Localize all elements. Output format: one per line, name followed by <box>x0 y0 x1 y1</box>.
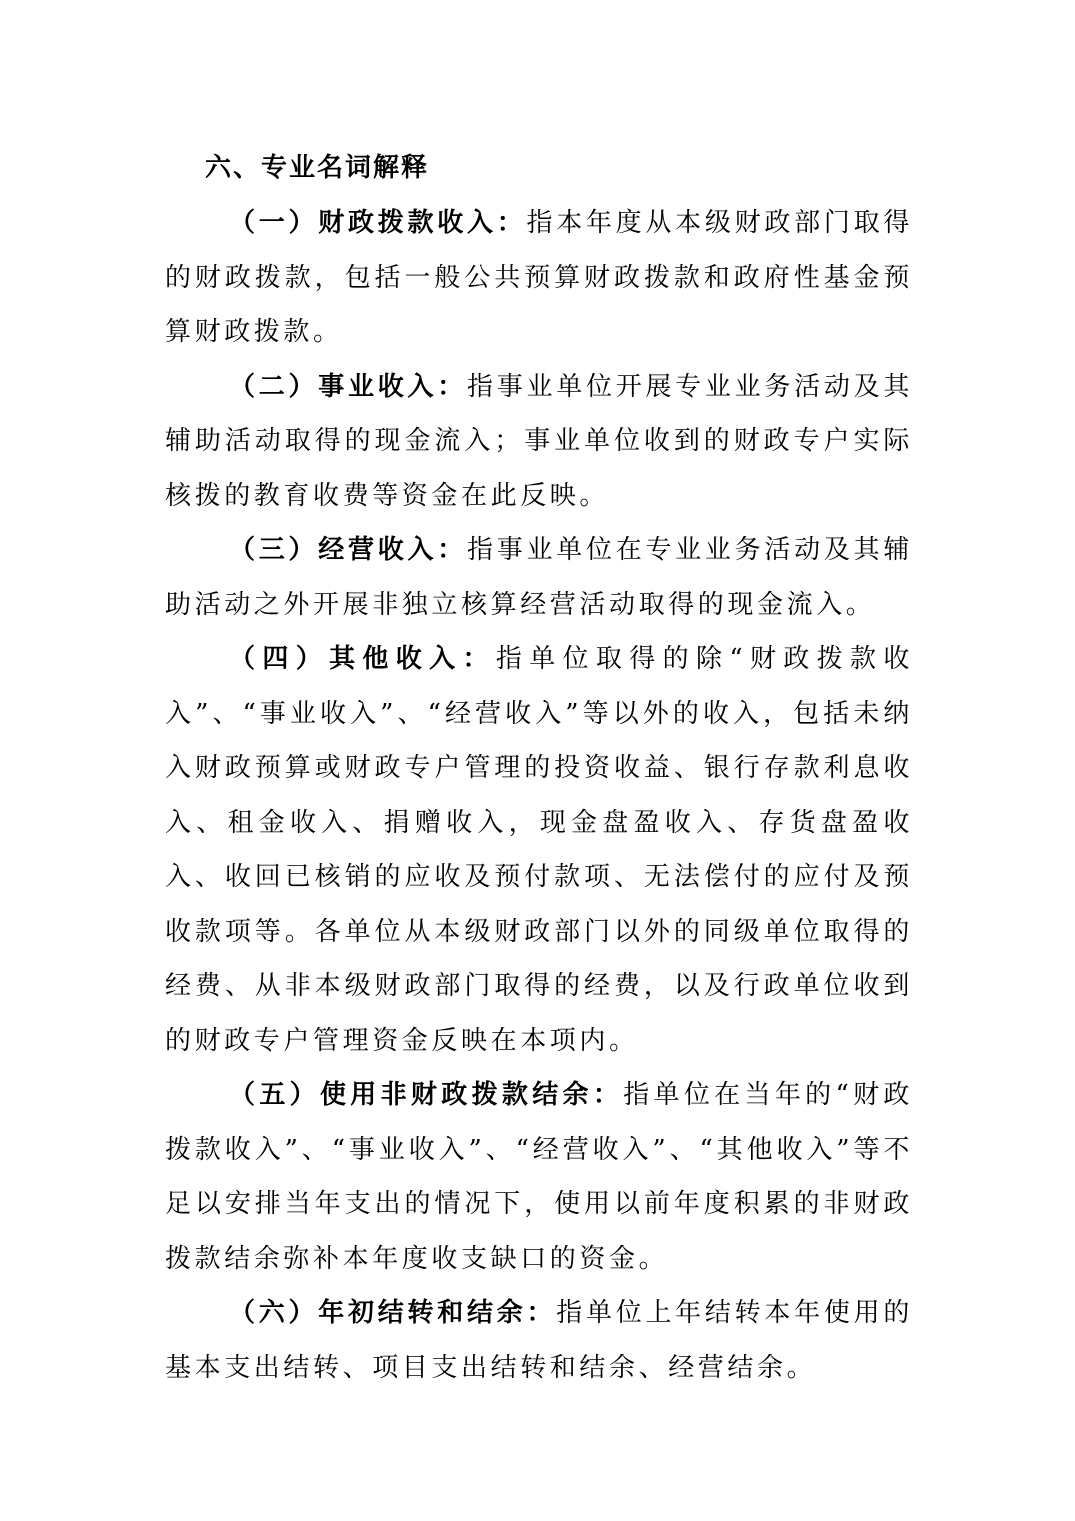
definition-text: 指单位在当年的“财政拨款收入”、“事业收入”、“经营收入”、“其他收入”等不足以安排当年支出的情况下，使用以前年度积累的非财政拨款结余弥补本年度收支缺口的资金。 <box>165 1080 913 1274</box>
definition-term: （一）财政拨款收入： <box>229 208 527 238</box>
section-title: 六、专业名词解释 <box>205 153 430 183</box>
definition-financial-appropriation-income <box>165 196 913 360</box>
definition-operating-income <box>165 523 913 632</box>
definition-term: （六）年初结转和结余： <box>229 1298 557 1328</box>
definition-text: 指单位上年结转本年使用的基本支出结转、项目支出结转和结余、经营结余。 <box>165 1298 913 1383</box>
definition-opening-carryover-surplus <box>165 1286 913 1395</box>
document-page <box>165 140 913 1395</box>
definition-non-appropriation-surplus-use <box>165 1068 913 1286</box>
definition-other-income <box>165 632 913 1068</box>
definition-term: （二）事业收入： <box>229 371 467 402</box>
definition-term: （四）其他收入： <box>229 644 496 674</box>
definition-text: 指事业单位在专业业务活动及其辅助活动之外开展非独立核算经营活动取得的现金流入。 <box>165 535 913 620</box>
definition-text: 指事业单位开展专业业务活动及其辅助活动取得的现金流入；事业单位收到的财政专户实际核拨的教育收费等资金在此反映。 <box>165 371 913 511</box>
definition-text: 指本年度从本级财政部门取得的财政拨款，包括一般公共预算财政拨款和政府性基金预算财政拨款。 <box>165 208 913 347</box>
definition-term: （三）经营收入： <box>229 535 467 565</box>
definition-term: （五）使用非财政拨款结余： <box>229 1080 624 1110</box>
definition-text: 指单位取得的除“财政拨款收入”、“事业收入”、“经营收入”等以外的收入，包括未纳入财政预算或财政专户管理的投资收益、银行存款利息收入、租金收入、捐赠收入，现金盘盈收入、存货盘盈收入、收回已核销的应收及预付款项、无法偿付的应付及预收款项等。各单位从本级财政部门以外的同级单位取得的经费、从非本级财政部门取得的经费，以及行政单位收到的财政专户管理资金反映在本项内。 <box>165 644 913 1056</box>
definition-business-income <box>165 360 913 524</box>
